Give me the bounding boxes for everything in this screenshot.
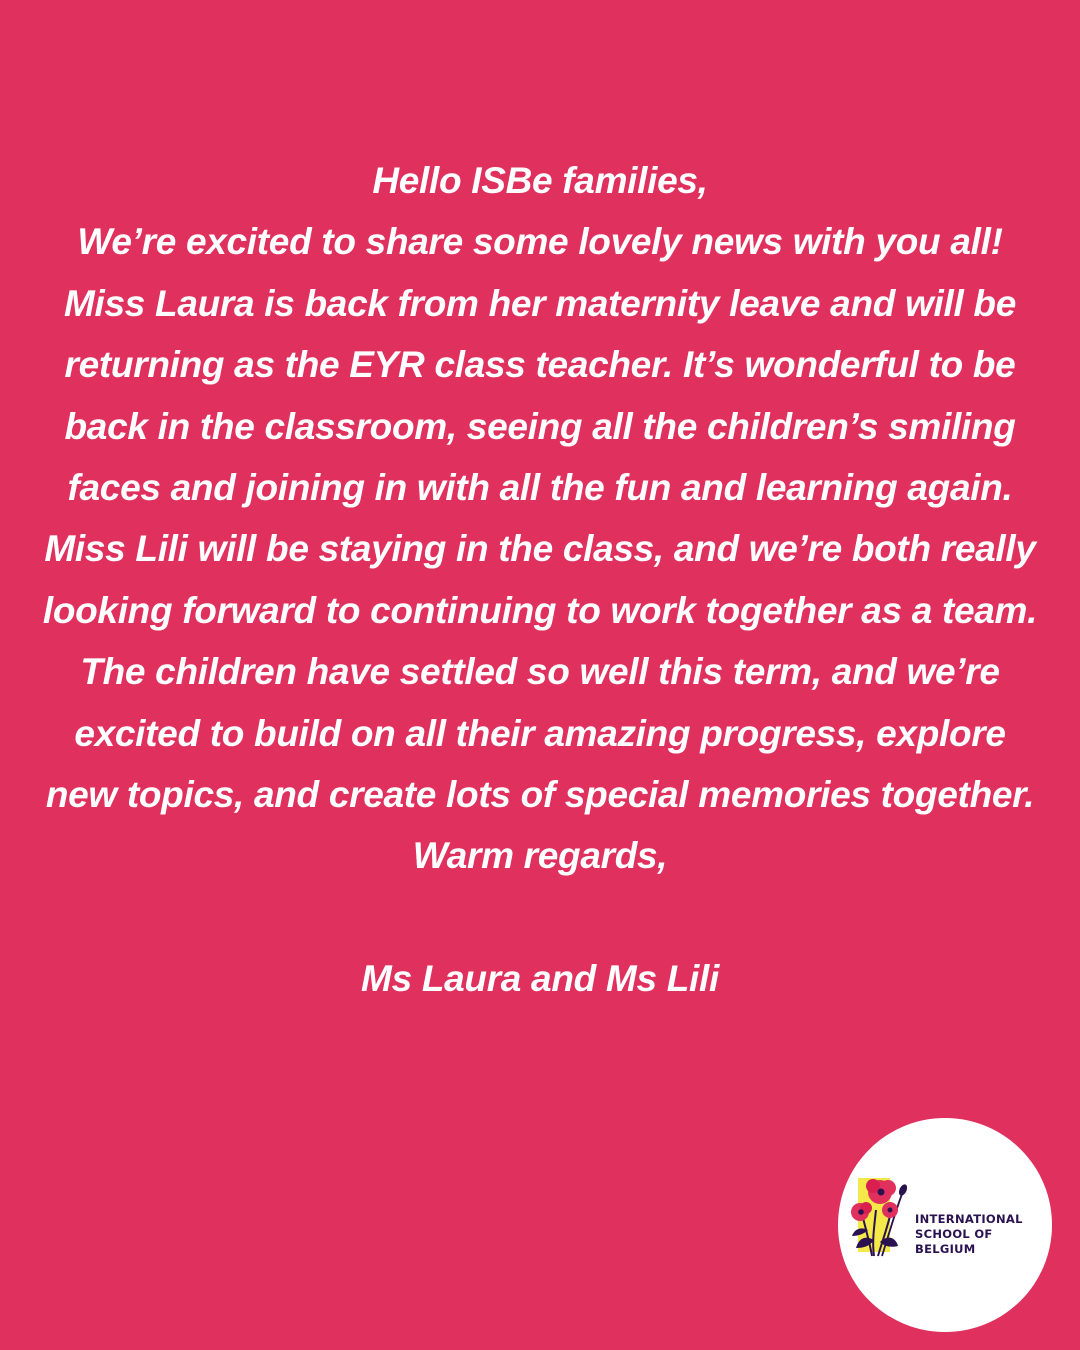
signature: Ms Laura and Ms Lili (361, 958, 719, 1000)
paragraph-return: We’re excited to share some lovely news with you all! Miss Laura is back from her maternity leave and will be returning as the EYR class teacher. It’s wonderful to be back in the classroom, seeing all the children’s smiling faces and joining in with all the fun and learning again. (63, 221, 1017, 509)
logo-line-3: BELGIUM (915, 1242, 976, 1256)
logo-line-2: SCHOOL OF (915, 1227, 993, 1241)
school-logo (838, 1118, 1052, 1332)
greeting: Hello ISBe families, (372, 160, 708, 201)
announcement-letter (40, 150, 1040, 1010)
logo-line-1: INTERNATIONAL (915, 1212, 1023, 1226)
logo-wordmark (915, 1212, 1049, 1257)
poppy-flowers-icon (846, 1170, 914, 1262)
paragraph-team: Miss Lili will be staying in the class, and we’re both really looking forward to continuing to work together as a team. The children have settled so well this term, and we’re excited to build on all their amazing progress, explore new topics, and create lots of special memories together. (42, 528, 1038, 816)
blank-line (40, 887, 1040, 948)
closing: Warm regards, (412, 835, 668, 877)
